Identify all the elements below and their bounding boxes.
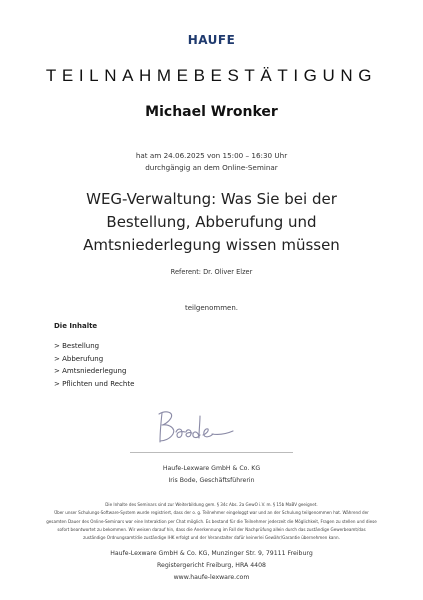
legal-line: Über unser Schulungs-Software-System wurde registriert, dass der o. g. Teilnehmer eingeloggt war und an der Schulung teilgenommen hat. Während der bbox=[54, 510, 369, 516]
contents-item: > Bestellung bbox=[54, 342, 100, 350]
completion-text: teilgenommen. bbox=[184, 304, 239, 312]
haufe-logo: HAUFE bbox=[187, 33, 236, 47]
participant-name: Michael Wronker bbox=[145, 104, 278, 120]
certificate-title: TEILNAHMEBESTÄTIGUNG bbox=[45, 66, 378, 85]
legal-line: sofort beantwortet zu bekommen. Wir weisen darauf hin, dass die Anerkennung im Fall der Nachprüfung allein durch das zuständige Gewerbeamt/das bbox=[57, 526, 366, 532]
event-details bbox=[0, 150, 423, 174]
referent: Referent: Dr. Oliver Elzer bbox=[170, 268, 253, 276]
legal-notice bbox=[0, 501, 423, 542]
contents-item: > Pflichten und Rechte bbox=[54, 379, 135, 388]
legal-line: gesamten Dauer des Online-Seminars war eine Interaktion per Chat möglich. Es bestand für die Teilnehmer jederzeit die Möglichkeit, Fragen zu stellen und diese bbox=[46, 518, 377, 524]
footer-website[interactable]: www.haufe-lexware.com bbox=[173, 574, 250, 581]
signature-line bbox=[130, 452, 293, 453]
contents-item: > Amtsniederlegung bbox=[54, 367, 127, 375]
signer-block bbox=[0, 463, 423, 487]
signature-icon bbox=[156, 408, 236, 444]
footer bbox=[0, 548, 423, 584]
signer-name-role: Iris Bode, Geschäftsführerin bbox=[168, 477, 255, 484]
event-mode-line: durchgängig an dem Online-Seminar bbox=[145, 163, 278, 172]
signer-company: Haufe-Lexware GmbH & Co. KG bbox=[162, 465, 261, 472]
event-date-line: hat am 24.06.2025 von 15:00 – 16:30 Uhr bbox=[135, 151, 288, 160]
contents-list bbox=[54, 340, 134, 390]
footer-register: Registergericht Freiburg, HRA 4408 bbox=[157, 562, 266, 569]
legal-line: zuständige Ordnungsamt/die zuständige IHK erfolgt und der Veranstalter dafür keinerlei Gewähr/Garantie übernehmen kann. bbox=[83, 535, 340, 541]
contents-item: > Abberufung bbox=[54, 354, 104, 363]
course-title: WEG-Verwaltung: Was Sie bei der Bestellung, Abberufung und Amtsniederlegung wissen müssen bbox=[83, 190, 340, 254]
legal-line: Die Inhalte des Seminars sind zur Weiterbildung gem. § 34c Abs. 2a GewO i.V. m. § 15b MaBV geeignet. bbox=[105, 502, 318, 507]
contents-heading: Die Inhalte bbox=[54, 322, 98, 330]
footer-address: Haufe-Lexware GmbH & Co. KG, Munzinger Str. 9, 79111 Freiburg bbox=[110, 550, 313, 557]
contents-section bbox=[54, 322, 134, 390]
